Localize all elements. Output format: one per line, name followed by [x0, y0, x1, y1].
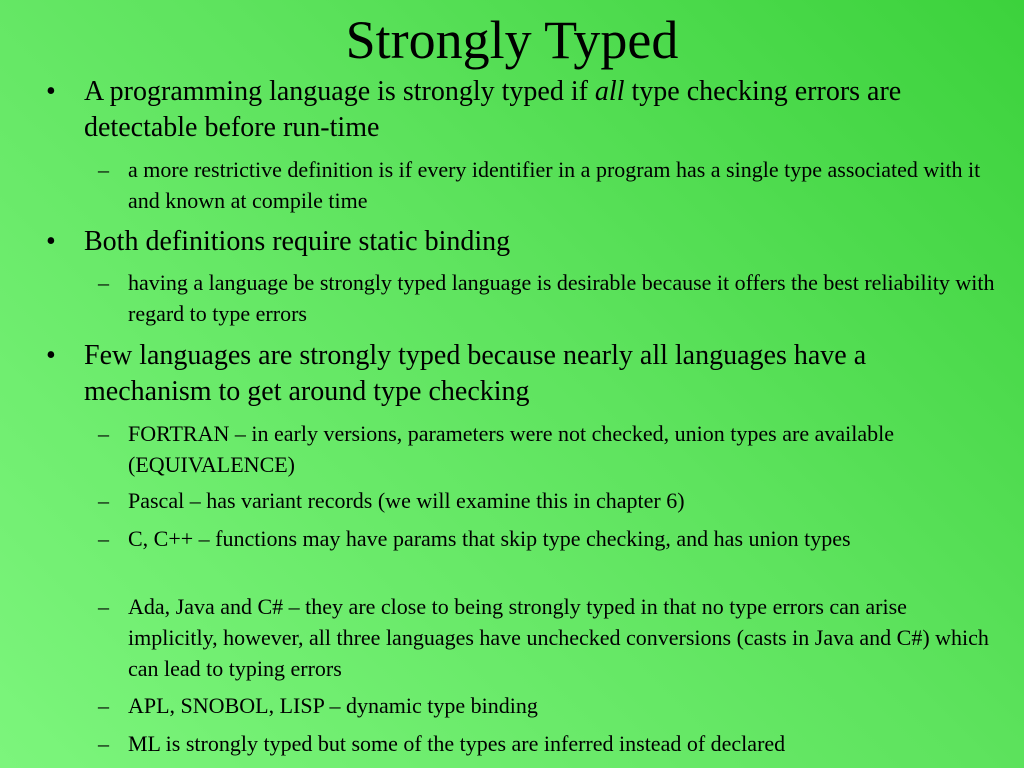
- dash-marker: –: [98, 421, 109, 446]
- dash-marker: –: [98, 157, 109, 182]
- sub-point-text: APL, SNOBOL, LISP – dynamic type binding: [128, 693, 538, 718]
- sub-point-text: a more restrictive definition is if every identifier in a program has a single type associated with it and known at compile time: [128, 157, 981, 213]
- sub-point-3-5: [98, 690, 998, 721]
- sub-point-3-2: [98, 485, 998, 516]
- emphasis-all: all: [594, 76, 625, 107]
- dash-marker: –: [98, 731, 109, 756]
- dash-marker: –: [98, 270, 109, 295]
- bullet-marker: •: [46, 76, 56, 107]
- bullet-marker: •: [46, 226, 56, 257]
- sub-point-3-6: [98, 728, 998, 759]
- bullet-point-1: [46, 74, 984, 146]
- bullet-marker: •: [46, 340, 56, 371]
- sub-point-text: having a language be strongly typed language is desirable because it offers the best reliability with regard to type errors: [128, 270, 995, 326]
- bullet-point-1-text-end: type checking errors are detectable before run-time: [84, 76, 902, 143]
- sub-point-text: Pascal – has variant records (we will examine this in chapter 6): [128, 488, 685, 513]
- dash-marker: –: [98, 594, 109, 619]
- sub-point-1-1: [98, 154, 998, 216]
- sub-point-3-1: [98, 418, 998, 480]
- dash-marker: –: [98, 693, 109, 718]
- sub-point-text: FORTRAN – in early versions, parameters were not checked, union types are available (EQUIVALENCE): [128, 421, 894, 477]
- sub-point-text: C, C++ – functions may have params that skip type checking, and has union types: [128, 526, 851, 551]
- dash-marker: –: [98, 526, 109, 551]
- dash-marker: –: [98, 488, 109, 513]
- bullet-point-1-text: A programming language is strongly typed if: [84, 76, 595, 107]
- bullet-point-3-text: Few languages are strongly typed because nearly all languages have a mechanism to get around type checking: [84, 340, 867, 407]
- bullet-point-3: [46, 338, 984, 410]
- bullet-point-2: [46, 224, 984, 260]
- sub-point-2-1: [98, 267, 998, 329]
- bullet-point-2-text: Both definitions require static binding: [84, 226, 511, 257]
- slide-title: Strongly Typed: [345, 10, 679, 70]
- sub-point-3-3: [98, 523, 998, 554]
- sub-point-3-4: [98, 591, 998, 684]
- sub-point-text: Ada, Java and C# – they are close to being strongly typed in that no type errors can arise implicitly, however, all three languages have unchecked conversions (casts in Java and C#) which can lead to typing errors: [128, 594, 989, 681]
- sub-point-text: ML is strongly typed but some of the types are inferred instead of declared: [128, 731, 786, 756]
